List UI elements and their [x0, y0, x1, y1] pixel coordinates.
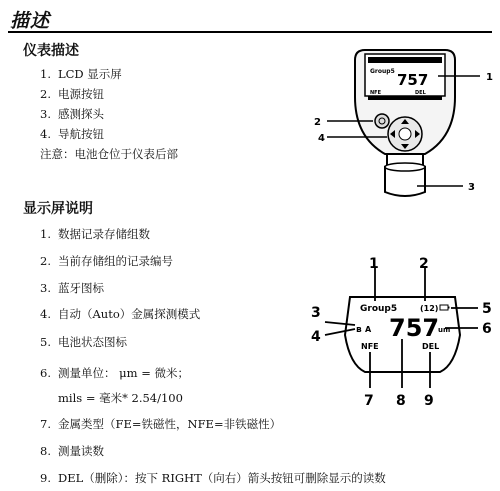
- lcd-callout-4: 4: [311, 329, 321, 345]
- lcd-unit: um: [438, 326, 451, 334]
- list-item: 8. 测量读数: [40, 444, 104, 458]
- lcd-callout-3: 3: [311, 305, 321, 321]
- lcd-metal-type: NFE: [361, 342, 379, 351]
- title-divider: [8, 31, 492, 33]
- lcd-callout-9: 9: [424, 393, 434, 409]
- list-item: 4. 自动（Auto）金属探测模式: [40, 307, 201, 321]
- lcd-reading: 757: [389, 314, 440, 342]
- bluetooth-icon: ʙ: [356, 325, 362, 335]
- list-item: 3. 感测探头: [40, 107, 104, 121]
- lcd-auto-mode: A: [365, 325, 372, 334]
- list-item: 2. 电源按钮: [40, 87, 104, 101]
- lcd-group-label: Group5: [360, 304, 398, 314]
- callout-2: 2: [314, 117, 321, 128]
- lcd-callout-8: 8: [396, 393, 406, 409]
- device-screen-mode: NFE: [370, 90, 382, 96]
- list-item: 9. DEL（删除）：按下 RIGHT（向右）箭头按钮可删除显示的读数: [40, 471, 386, 485]
- list-item: 6. 测量单位： μm = 微米；: [40, 366, 189, 380]
- callout-1: 1: [486, 72, 493, 83]
- list-item: 7. 金属类型（FE=铁磁性，NFE=非铁磁性）: [40, 417, 282, 431]
- lcd-del: DEL: [422, 342, 440, 351]
- list-item: 2. 当前存储组的记录编号: [40, 254, 173, 268]
- lcd-callout-6: 6: [482, 321, 492, 337]
- callout-3: 3: [468, 182, 475, 193]
- lcd-record-number: (12): [420, 304, 439, 313]
- power-button-icon: [375, 114, 389, 128]
- battery-note: 注意：电池仓位于仪表后部: [40, 147, 178, 161]
- meter-description-heading: 仪表描述: [23, 43, 79, 59]
- meter-illustration: [305, 42, 500, 202]
- lcd-callout-1: 1: [369, 256, 379, 272]
- list-item: 1. LCD 显示屏: [40, 67, 122, 81]
- list-item: 4. 导航按钮: [40, 127, 104, 141]
- display-description-heading: 显示屏说明: [23, 201, 93, 217]
- device-screen-reading: 757: [397, 71, 429, 89]
- list-item: 5. 电池状态图标: [40, 335, 127, 349]
- list-item: mils = 毫米* 2.54/100: [58, 391, 183, 405]
- lcd-callout-5: 5: [482, 301, 492, 317]
- list-item: 1. 数据记录存储组数: [40, 227, 150, 241]
- lcd-callout-7: 7: [364, 393, 374, 409]
- page-title: 描述: [10, 10, 51, 32]
- list-item: 3. 蓝牙图标: [40, 281, 104, 295]
- lcd-diagram: [305, 255, 500, 410]
- device-screen-group: Group5: [370, 68, 395, 75]
- lcd-callout-2: 2: [419, 256, 429, 272]
- callout-4: 4: [318, 133, 325, 144]
- device-screen-del: DEL: [415, 90, 426, 96]
